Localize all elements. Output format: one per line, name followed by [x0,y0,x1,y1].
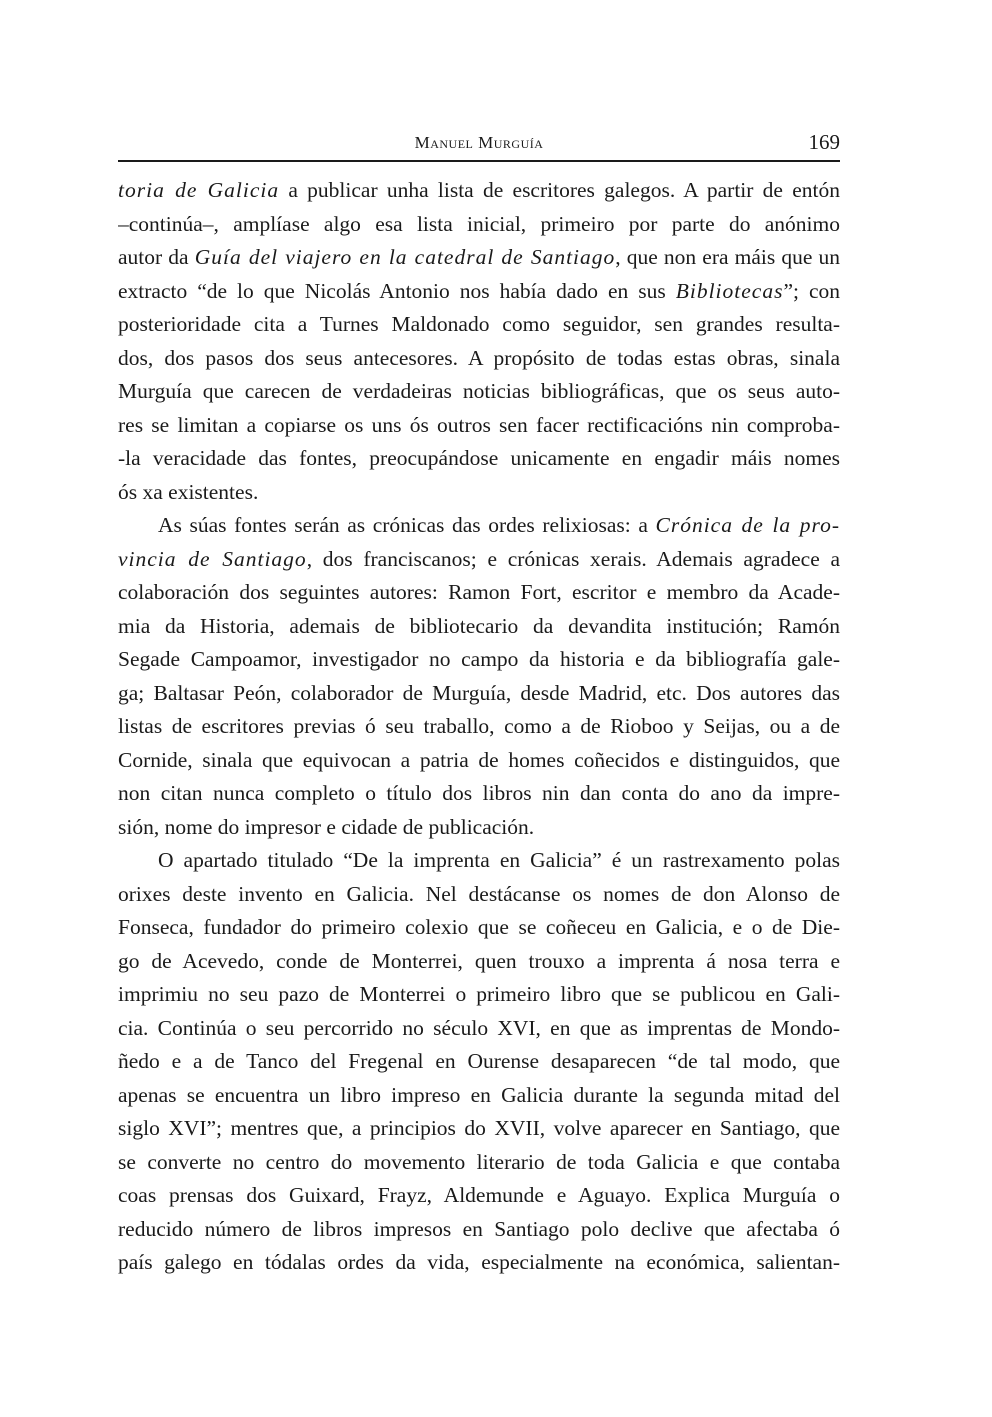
text-line [118,1213,840,1247]
page-header [118,128,840,158]
text-line [118,777,840,811]
text-line [118,744,840,778]
text-line [118,1112,840,1146]
text-line [118,710,840,744]
text-line [118,844,840,878]
text-run: coas prensas dos Guixard, Frayz, Aldemunde e Aguayo. Explica Murguía o [118,1183,840,1207]
text-run: a publicar unha lista de escritores galegos. A partir de entón [279,178,840,202]
text-line [118,308,840,342]
text-line [118,677,840,711]
text-run: ”; con [783,278,840,303]
paragraph [118,844,840,1280]
text-run: O apartado titulado “De la imprenta en Galicia” é un rastrexamento polas [158,848,840,872]
text-run: Cornide, sinala que equivocan a patria de homes coñecidos e distinguidos, que [118,747,840,772]
text-run: Segade Campoamor, investigador no campo da historia e da bibliografía gale- [118,647,840,671]
text-line [118,811,840,845]
running-head: Manuel Murguía [414,133,544,152]
text-line [118,275,840,309]
text-run: ós xa existentes. [118,479,259,504]
text-line [118,878,840,912]
text-line [118,1246,840,1280]
text-line [118,375,840,409]
text-line [118,911,840,945]
text-line [118,442,840,476]
text-run: sión, nome do impresor e cidade de publicación. [118,814,535,839]
text-run: , dos franciscanos; e crónicas xerais. Ademais agradece a [306,546,840,571]
paragraph [118,509,840,844]
text-run: autor da [118,245,195,269]
text-run: Murguía que carecen de verdadeiras noticias bibliográficas, que os seus auto- [118,379,840,403]
text-run: As súas fontes serán as crónicas das ordes relixiosas: a [158,513,656,537]
text-line [118,241,840,275]
text-run: -la veracidade das fontes, preocupándose unicamente en engadir máis nomes [118,446,840,470]
text-line [118,576,840,610]
italic-title: Guía del viajero en la catedral de Santiago [194,245,616,269]
text-line [118,1012,840,1046]
text-run: listas de escritores previas ó seu traballo, como a de Rioboo y Seijas, ou a de [118,714,840,738]
text-run: go de Acevedo, conde de Monterrei, quen trouxo a imprenta á nosa terra e [118,948,840,973]
text-line [118,409,840,443]
italic-title: Bibliotecas [675,278,784,303]
header-rule [118,160,840,162]
text-line [118,643,840,677]
italic-title: Crónica de la pro- [655,513,840,537]
text-run: , que non era máis que un [615,245,840,269]
text-line [118,1179,840,1213]
text-run: cia. Continúa o seu percorrido no século XVI, en que as imprentas de Mondo- [118,1015,840,1040]
text-run: mia da Historia, ademais de bibliotecario da devandita institución; Ramón [118,613,840,638]
text-line [118,610,840,644]
italic-title: toria de Galicia [118,178,280,202]
text-run: orixes deste invento en Galicia. Nel destácanse os nomes de don Alonso de [118,881,840,906]
text-run: apenas se encuentra un libro impreso en Galicia durante la segunda mitad del [118,1082,840,1107]
text-run: ga; Baltasar Peón, colaborador de Murguía, desde Madrid, etc. Dos autores das [118,680,840,705]
text-run: colaboración dos seguintes autores: Ramon Fort, escritor e membro da Acade- [118,580,840,604]
text-line [118,945,840,979]
text-run: reducido número de libros impresos en Santiago polo declive que afectaba ó [118,1216,840,1241]
text-run: ñedo e a de Tanco del Fregenal en Ourense desaparecen “de tal modo, que [118,1049,840,1073]
text-run: non citan nunca completo o título dos libros nin dan conta do ano da impre- [118,781,840,805]
text-run: dos, dos pasos dos seus antecesores. A propósito de todas estas obras, sinala [118,345,840,370]
text-run: posterioridade cita a Turnes Maldonado como seguidor, sen grandes resulta- [118,312,840,336]
text-line [118,1045,840,1079]
text-line [118,208,840,242]
text-run: país galego en tódalas ordes da vida, especialmente na económica, salientan- [118,1250,840,1274]
text-line [118,476,840,510]
text-run: extracto “de lo que Nicolás Antonio nos había dado en sus [118,278,676,303]
italic-title: vincia de Santiago [118,546,307,571]
text-line [118,543,840,577]
paragraph [118,174,840,509]
page-number: 169 [808,130,840,154]
text-line [118,342,840,376]
text-line [118,1146,840,1180]
text-line [118,1079,840,1113]
text-run: imprimiu no seu pazo de Monterrei o primeiro libro que se publicou en Gali- [118,982,840,1006]
text-run: –continúa–, amplíase algo esa lista inicial, primeiro por parte do anónimo [118,211,840,236]
text-run: siglo XVI”; mentres que, a principios do XVII, volve aparecer en Santiago, que [118,1116,840,1140]
body-text [118,174,840,1280]
text-run: se converte no centro do movemento literario de toda Galicia e que contaba [118,1149,840,1174]
text-run: res se limitan a copiarse os uns ós outros sen facer rectificacións nin comproba- [118,412,840,437]
text-line [118,174,840,208]
text-line [118,978,840,1012]
text-run: Fonseca, fundador do primeiro colexio que se coñeceu en Galicia, e o de Die- [118,915,840,939]
text-line [118,509,840,543]
